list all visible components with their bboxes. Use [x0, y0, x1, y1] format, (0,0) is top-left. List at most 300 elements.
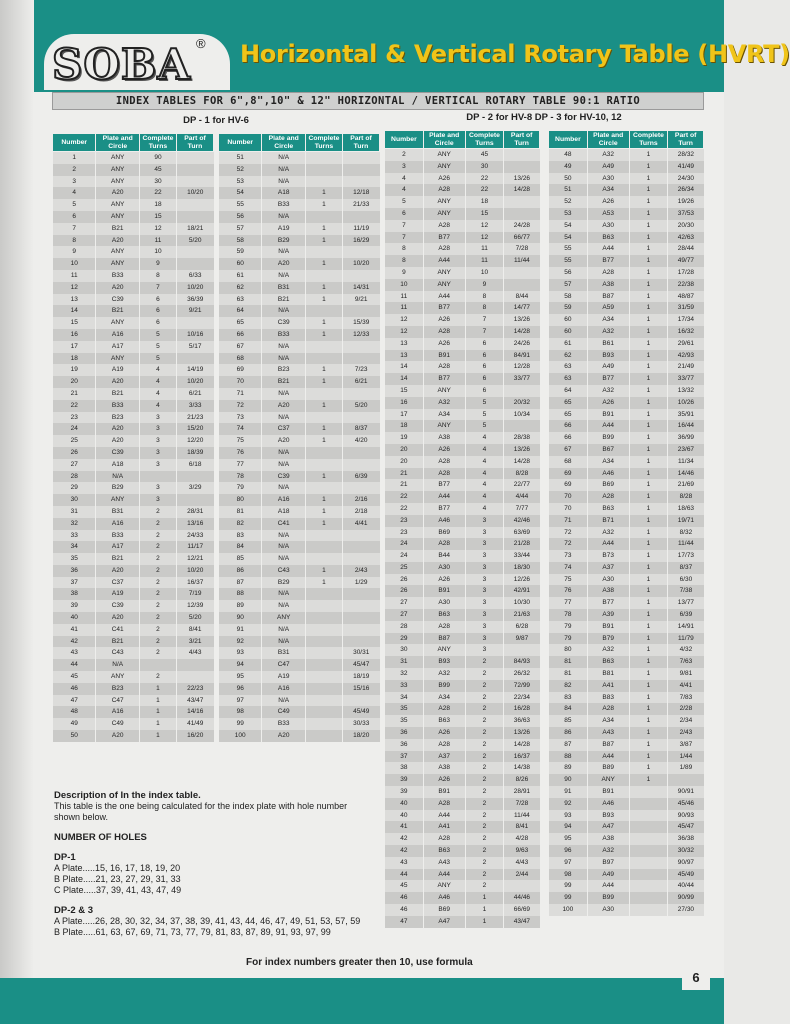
table-cell: [504, 880, 540, 892]
table-cell: 52: [549, 196, 588, 208]
table-row: [53, 541, 214, 553]
table-cell: 68: [219, 353, 262, 365]
table-cell: 46: [385, 892, 424, 904]
table-cell: [305, 553, 342, 565]
table-row: [53, 506, 214, 518]
table-cell: 17/34: [668, 314, 704, 326]
table-cell: 7/19: [176, 588, 213, 600]
table-cell: 1: [629, 550, 668, 562]
column-header: Complete Turns: [305, 134, 342, 152]
table-cell: 1: [629, 385, 668, 397]
table-cell: 66/69: [504, 904, 540, 916]
dp23-holes-title: DP-2 & 3: [54, 905, 94, 916]
table-cell: 57: [219, 223, 262, 235]
table-cell: 5: [465, 409, 504, 421]
table-cell: B33: [262, 718, 305, 730]
table-cell: 1: [629, 456, 668, 468]
table-cell: [176, 671, 213, 683]
table-row: [219, 223, 380, 235]
table-cell: [305, 588, 342, 600]
table-cell: 41/49: [668, 161, 704, 173]
table-cell: ANY: [96, 164, 139, 176]
table-cell: 28: [53, 471, 96, 483]
table-cell: B33: [96, 270, 139, 282]
table-cell: 18: [385, 420, 424, 432]
table-cell: 14/16: [176, 706, 213, 718]
table-cell: A20: [96, 612, 139, 624]
table-cell: C49: [96, 718, 139, 730]
table-cell: [629, 798, 668, 810]
table-cell: B31: [262, 647, 305, 659]
table-cell: 90/97: [668, 857, 704, 869]
table-cell: ANY: [423, 880, 465, 892]
table-row: [549, 668, 704, 680]
table-row: [53, 223, 214, 235]
table-row: [219, 647, 380, 659]
table-row: [219, 294, 380, 306]
table-cell: 13: [385, 350, 424, 362]
table-cell: A32: [587, 149, 629, 161]
table-cell: 2/28: [668, 703, 704, 715]
table-cell: 65: [219, 317, 262, 329]
table-row: [53, 164, 214, 176]
table-cell: A28: [587, 267, 629, 279]
table-cell: 35: [53, 553, 96, 565]
table-cell: 19: [385, 432, 424, 444]
table-cell: N/A: [262, 482, 305, 494]
table-cell: 9: [139, 258, 176, 270]
table-cell: 5/20: [176, 612, 213, 624]
table-cell: 36: [385, 739, 424, 751]
table-row: [385, 350, 540, 362]
table-cell: A37: [587, 562, 629, 574]
table-cell: 1: [629, 409, 668, 421]
table-cell: A19: [96, 364, 139, 376]
table-cell: A38: [423, 762, 465, 774]
table-cell: 8/41: [176, 624, 213, 636]
table-cell: 5/20: [176, 235, 213, 247]
table-row: [549, 149, 704, 161]
table-row: [219, 553, 380, 565]
table-row: [549, 314, 704, 326]
dp23-table-1: [384, 130, 540, 928]
table-cell: 2/18: [342, 506, 379, 518]
table-cell: 14/38: [504, 762, 540, 774]
table-cell: 72: [549, 538, 588, 550]
table-row: [385, 515, 540, 527]
table-cell: A16: [96, 329, 139, 341]
table-cell: 16/32: [668, 326, 704, 338]
table-cell: 11: [385, 302, 424, 314]
table-cell: 18: [53, 353, 96, 365]
table-cell: 77: [219, 459, 262, 471]
table-cell: 84/91: [504, 350, 540, 362]
table-cell: ANY: [96, 494, 139, 506]
table-cell: 12: [465, 232, 504, 244]
table-cell: 43/47: [504, 916, 540, 928]
table-cell: [342, 305, 379, 317]
table-cell: 14/28: [504, 326, 540, 338]
table-cell: 36/63: [504, 715, 540, 727]
table-cell: 30/33: [342, 718, 379, 730]
table-cell: [305, 305, 342, 317]
table-row: [385, 715, 540, 727]
table-cell: 69: [549, 479, 588, 491]
table-cell: 84/93: [504, 656, 540, 668]
table-cell: 1: [629, 527, 668, 539]
table-cell: [342, 211, 379, 223]
table-cell: 7: [385, 232, 424, 244]
table-row: [385, 869, 540, 881]
table-cell: 14/28: [504, 184, 540, 196]
table-cell: 10: [139, 246, 176, 258]
table-cell: 18/20: [342, 730, 379, 742]
table-cell: 18/39: [176, 447, 213, 459]
table-cell: 56: [549, 267, 588, 279]
table-cell: A34: [423, 409, 465, 421]
table-row: [549, 585, 704, 597]
table-cell: 30/32: [668, 845, 704, 857]
table-cell: 3: [465, 644, 504, 656]
table-cell: 12/33: [342, 329, 379, 341]
table-cell: 55: [549, 255, 588, 267]
table-row: [549, 715, 704, 727]
table-cell: A44: [587, 538, 629, 550]
table-cell: B63: [587, 503, 629, 515]
table-row: [219, 364, 380, 376]
table-cell: 1: [629, 703, 668, 715]
table-cell: B77: [587, 597, 629, 609]
table-cell: 43: [385, 857, 424, 869]
table-row: [385, 574, 540, 586]
table-row: [219, 329, 380, 341]
table-cell: 80: [549, 644, 588, 656]
table-cell: B87: [423, 633, 465, 645]
table-cell: A32: [587, 326, 629, 338]
table-row: [385, 798, 540, 810]
table-cell: 61: [219, 270, 262, 282]
table-cell: 1: [629, 338, 668, 350]
table-row: [53, 305, 214, 317]
table-cell: 2: [465, 857, 504, 869]
description-block: [54, 790, 374, 938]
table-cell: 8: [465, 302, 504, 314]
table-cell: 52: [219, 164, 262, 176]
table-cell: 33: [385, 680, 424, 692]
table-cell: 24/26: [504, 338, 540, 350]
column-header: Plate and Circle: [96, 134, 139, 152]
table-cell: 1: [629, 597, 668, 609]
dp1-c-plate: C Plate.....37, 39, 41, 43, 47, 49: [54, 885, 182, 895]
table-cell: 54: [549, 232, 588, 244]
table-cell: A32: [423, 668, 465, 680]
table-cell: 9: [385, 267, 424, 279]
table-cell: 42: [53, 636, 96, 648]
table-cell: [176, 152, 213, 164]
table-cell: N/A: [262, 341, 305, 353]
table-row: [385, 444, 540, 456]
table-cell: 1: [629, 739, 668, 751]
table-cell: 21/63: [504, 609, 540, 621]
table-row: [219, 258, 380, 270]
table-cell: 12/26: [504, 574, 540, 586]
table-row: [53, 199, 214, 211]
table-cell: A28: [423, 739, 465, 751]
table-cell: [139, 471, 176, 483]
table-row: [385, 845, 540, 857]
table-cell: 43: [53, 647, 96, 659]
table-cell: N/A: [262, 176, 305, 188]
table-cell: 5: [465, 397, 504, 409]
table-cell: [176, 353, 213, 365]
table-cell: 22/38: [668, 279, 704, 291]
table-cell: [176, 471, 213, 483]
table-cell: A44: [587, 420, 629, 432]
column-header: Number: [53, 134, 96, 152]
table-cell: 2: [139, 647, 176, 659]
table-cell: 71: [219, 388, 262, 400]
table-cell: B33: [262, 329, 305, 341]
table-cell: B67: [587, 444, 629, 456]
table-cell: [342, 246, 379, 258]
table-cell: A32: [587, 845, 629, 857]
table-row: [53, 671, 214, 683]
index-table-banner: INDEX TABLES FOR 6",8",10" & 12" HORIZONTAL / VERTICAL ROTARY TABLE 90:1 RATIO: [52, 92, 704, 110]
table-cell: 1: [305, 317, 342, 329]
table-cell: B99: [587, 892, 629, 904]
table-cell: N/A: [262, 353, 305, 365]
table-cell: 18/63: [668, 503, 704, 515]
table-cell: 6: [465, 338, 504, 350]
table-cell: B21: [96, 305, 139, 317]
table-cell: 46: [53, 683, 96, 695]
table-cell: 48: [549, 149, 588, 161]
table-cell: 7/28: [504, 243, 540, 255]
table-cell: 12/39: [176, 600, 213, 612]
table-cell: 5: [139, 353, 176, 365]
table-cell: 4: [385, 184, 424, 196]
table-cell: 8: [385, 255, 424, 267]
table-cell: N/A: [262, 270, 305, 282]
table-cell: 100: [549, 904, 588, 916]
table-cell: A41: [423, 821, 465, 833]
table-cell: 4/43: [504, 857, 540, 869]
table-cell: 99: [219, 718, 262, 730]
table-row: [219, 282, 380, 294]
table-row: [219, 459, 380, 471]
table-cell: 19/71: [668, 515, 704, 527]
table-cell: [629, 892, 668, 904]
table-cell: 69: [219, 364, 262, 376]
table-cell: [342, 152, 379, 164]
table-cell: N/A: [262, 541, 305, 553]
table-cell: A44: [423, 869, 465, 881]
table-cell: 62: [219, 282, 262, 294]
table-cell: 51: [219, 152, 262, 164]
table-cell: 13: [53, 294, 96, 306]
table-cell: 1: [629, 633, 668, 645]
table-cell: 13/26: [504, 314, 540, 326]
table-row: [385, 161, 540, 173]
table-cell: 28/32: [668, 149, 704, 161]
table-cell: 4: [139, 388, 176, 400]
table-row: [219, 317, 380, 329]
table-row: [549, 267, 704, 279]
table-cell: 40: [53, 612, 96, 624]
table-cell: B83: [587, 692, 629, 704]
table-cell: 40: [385, 810, 424, 822]
table-cell: [176, 199, 213, 211]
table-cell: A20: [262, 435, 305, 447]
table-cell: 4: [53, 187, 96, 199]
table-cell: [342, 482, 379, 494]
table-row: [549, 173, 704, 185]
table-cell: 3: [385, 161, 424, 173]
table-cell: 13: [385, 338, 424, 350]
table-cell: 13/32: [668, 385, 704, 397]
table-cell: [305, 600, 342, 612]
table-row: [549, 656, 704, 668]
table-cell: 4: [139, 364, 176, 376]
table-row: [385, 479, 540, 491]
table-cell: [504, 149, 540, 161]
table-cell: 1: [305, 364, 342, 376]
table-cell: 23: [385, 527, 424, 539]
table-cell: 8: [139, 270, 176, 282]
table-cell: 44/46: [504, 892, 540, 904]
table-cell: 1: [629, 692, 668, 704]
table-cell: 30: [53, 494, 96, 506]
table-cell: 1: [465, 916, 504, 928]
table-row: [53, 565, 214, 577]
table-cell: 29/61: [668, 338, 704, 350]
table-cell: 6/21: [342, 376, 379, 388]
table-cell: 2: [139, 624, 176, 636]
table-cell: 2: [465, 833, 504, 845]
table-cell: B29: [262, 577, 305, 589]
table-cell: A20: [96, 187, 139, 199]
table-row: [219, 612, 380, 624]
table-cell: 49: [549, 161, 588, 173]
table-cell: [342, 176, 379, 188]
table-cell: 3: [465, 574, 504, 586]
table-cell: 4: [465, 468, 504, 480]
table-cell: A26: [423, 444, 465, 456]
table-cell: ANY: [423, 208, 465, 220]
dp23-table-2: [548, 130, 704, 916]
table-cell: 6: [53, 211, 96, 223]
table-cell: 6: [139, 305, 176, 317]
table-cell: 3: [53, 176, 96, 188]
table-cell: A16: [262, 683, 305, 695]
column-header: Part of Turn: [504, 131, 540, 149]
table-row: [385, 432, 540, 444]
table-cell: N/A: [262, 459, 305, 471]
table-cell: 1: [629, 232, 668, 244]
table-cell: 65: [549, 409, 588, 421]
table-cell: 14/46: [668, 468, 704, 480]
table-cell: 54: [549, 220, 588, 232]
table-cell: 15: [385, 385, 424, 397]
table-cell: 34: [53, 541, 96, 553]
table-cell: A28: [423, 243, 465, 255]
table-cell: 4/28: [504, 833, 540, 845]
table-cell: [504, 161, 540, 173]
table-row: [385, 585, 540, 597]
table-cell: A28: [423, 833, 465, 845]
table-cell: 8/28: [668, 491, 704, 503]
table-row: [549, 409, 704, 421]
table-cell: 1/44: [668, 751, 704, 763]
table-cell: 94: [219, 659, 262, 671]
table-cell: 22/34: [504, 692, 540, 704]
table-cell: [139, 659, 176, 671]
table-row: [385, 196, 540, 208]
table-cell: ANY: [423, 644, 465, 656]
table-cell: A38: [587, 833, 629, 845]
table-row: [53, 364, 214, 376]
table-row: [53, 494, 214, 506]
table-cell: 2: [139, 518, 176, 530]
dp23-a-plate: A Plate.....26, 28, 30, 32, 34, 37, 38, 39, 41, 43, 44, 46, 47, 49, 51, 53, 57, 59: [54, 916, 361, 926]
table-cell: 26: [385, 574, 424, 586]
column-header: Complete Turns: [139, 134, 176, 152]
table-cell: 26: [385, 585, 424, 597]
table-cell: 82: [219, 518, 262, 530]
table-row: [53, 246, 214, 258]
table-cell: 28/31: [176, 506, 213, 518]
table-cell: 42/91: [504, 585, 540, 597]
table-cell: A26: [423, 774, 465, 786]
table-cell: 10/20: [342, 258, 379, 270]
table-cell: 3: [465, 609, 504, 621]
table-cell: [305, 530, 342, 542]
table-cell: A34: [587, 715, 629, 727]
description-title: Description of In the index table.: [54, 790, 201, 801]
table-cell: 1: [305, 282, 342, 294]
table-header-row: [549, 131, 704, 149]
table-cell: 24/28: [504, 220, 540, 232]
table-cell: 6: [139, 317, 176, 329]
table-cell: 41/49: [176, 718, 213, 730]
table-cell: 4: [139, 400, 176, 412]
table-cell: 21: [53, 388, 96, 400]
table-cell: 1: [629, 314, 668, 326]
table-cell: B73: [587, 550, 629, 562]
table-cell: 30: [465, 161, 504, 173]
table-cell: B29: [96, 482, 139, 494]
table-cell: 60: [549, 326, 588, 338]
table-cell: B63: [423, 715, 465, 727]
table-cell: 66/77: [504, 232, 540, 244]
table-cell: 11/44: [668, 538, 704, 550]
table-row: [549, 432, 704, 444]
table-row: [385, 739, 540, 751]
table-cell: 3: [139, 494, 176, 506]
table-cell: 8/37: [668, 562, 704, 574]
table-cell: A46: [587, 468, 629, 480]
table-cell: 2: [465, 798, 504, 810]
table-row: [549, 208, 704, 220]
table-cell: B77: [423, 503, 465, 515]
table-row: [53, 270, 214, 282]
table-cell: N/A: [96, 659, 139, 671]
dp1-table-1: [52, 133, 214, 742]
table-row: [385, 243, 540, 255]
table-cell: B91: [587, 786, 629, 798]
table-row: [53, 600, 214, 612]
table-cell: B33: [96, 530, 139, 542]
